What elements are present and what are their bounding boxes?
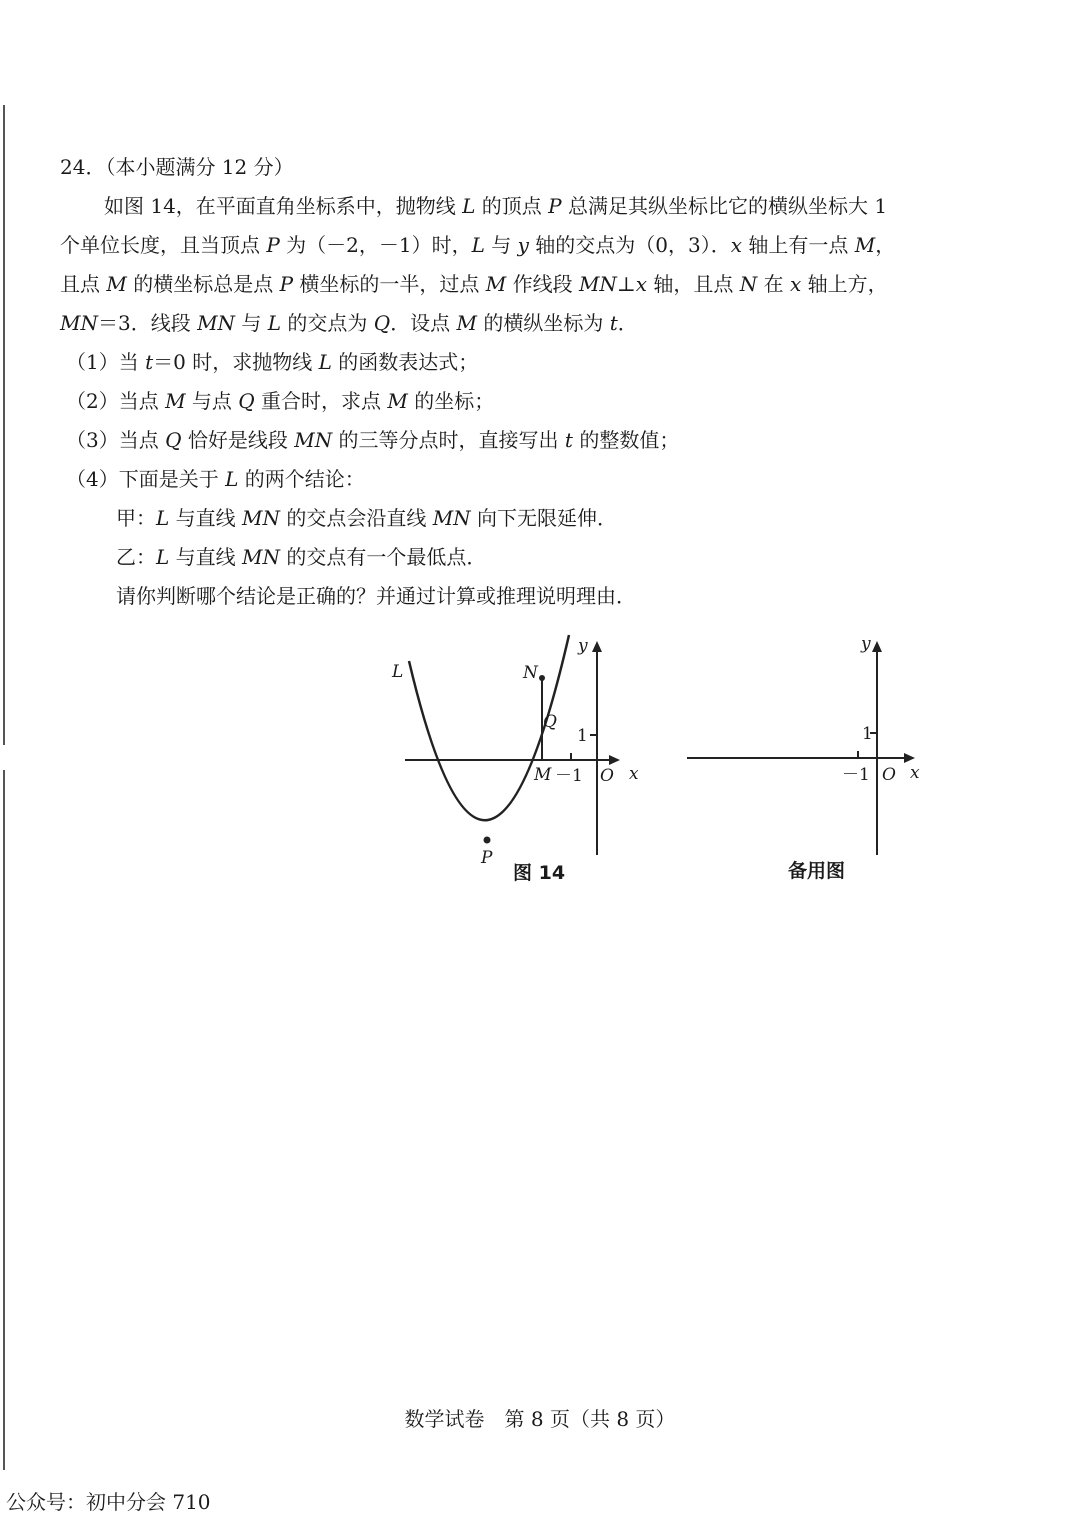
subquestion-2: [66, 388, 494, 414]
sub-text: ＝0 时，求抛物线: [153, 350, 319, 374]
stem-text: 总满足其纵坐标比它的横纵坐标大 1: [561, 194, 888, 218]
sub-text: 重合时，求点: [254, 389, 388, 413]
var-Q: Q: [165, 428, 182, 452]
sub-text: 与点: [185, 389, 239, 413]
concl-text: 乙：: [116, 545, 156, 569]
conclusion-prompt: [116, 583, 636, 609]
var-M: M: [485, 272, 507, 296]
var-N: N: [739, 272, 758, 296]
var-L: L: [267, 311, 282, 335]
backup-y-arrow-icon: [872, 641, 882, 652]
var-Q: Q: [373, 311, 391, 335]
figures-area: [380, 625, 930, 890]
binding-margin-line-top: [3, 105, 5, 745]
backup-figure: [687, 634, 920, 882]
var-L: L: [156, 506, 170, 530]
figure-14-caption: 图 14: [513, 862, 566, 884]
var-M: M: [854, 233, 876, 257]
stem-text: ．: [617, 311, 638, 335]
var-L: L: [471, 233, 485, 257]
subquestion-3: [66, 427, 679, 453]
stem-text: ＝3．线段: [97, 311, 198, 335]
label-one: 1: [577, 726, 588, 746]
sub-text: （2）当点: [66, 389, 166, 413]
stem-text: 在: [757, 272, 790, 296]
stem-text: 为（－2，－1）时，: [279, 233, 472, 257]
label-Q: Q: [543, 712, 557, 732]
subquestion-4: [66, 466, 365, 492]
var-L: L: [225, 467, 239, 491]
label-M: M: [534, 765, 552, 785]
sub-text: 的函数表达式；: [331, 350, 479, 374]
question-header: [60, 154, 294, 180]
var-x: x: [789, 272, 802, 296]
conclusion-yi: [116, 544, 486, 570]
var-MN: MN: [197, 311, 236, 335]
var-MN: MN: [242, 545, 280, 569]
point-N: [539, 675, 545, 681]
var-t: t: [145, 350, 154, 374]
concl-text: 甲：: [116, 506, 156, 530]
stem-text: 的横纵坐标为: [477, 311, 610, 335]
var-y: y: [517, 233, 529, 257]
point-P: [484, 837, 491, 844]
var-MN: MN: [432, 506, 471, 530]
backup-label-y: y: [861, 634, 871, 654]
var-L: L: [318, 350, 332, 374]
label-P: P: [481, 848, 493, 868]
var-P: P: [548, 194, 562, 218]
stem-text: 个单位长度，且当顶点: [60, 233, 267, 257]
var-x: x: [730, 233, 743, 257]
conclusion-jia: [116, 505, 617, 531]
page-footer: 数学试卷 第 8 页（共 8 页）: [404, 1407, 676, 1431]
var-MN: MN: [242, 506, 280, 530]
backup-label-x: x: [910, 763, 920, 783]
backup-x-arrow-icon: [904, 753, 915, 763]
var-x: x: [635, 272, 648, 296]
stem-line-2: [60, 232, 895, 258]
var-M: M: [456, 311, 478, 335]
var-MN: MN: [578, 272, 617, 296]
stem-text: 如图 14，在平面直角坐标系中，抛物线: [104, 194, 463, 218]
figure-14: [391, 635, 639, 884]
stem-text: 轴的交点为（0，3）．: [528, 233, 731, 257]
var-M: M: [387, 389, 408, 413]
stem-line-1: [104, 193, 887, 219]
sub-text: 恰好是线段: [181, 428, 295, 452]
fig14-x-arrow-icon: [609, 755, 620, 765]
backup-label-neg-one: －1: [842, 765, 870, 785]
question-header-text: 24．（本小题满分 12 分）: [60, 155, 294, 179]
stem-text: 且点: [60, 272, 107, 296]
figures-svg: [380, 625, 930, 890]
var-L: L: [462, 194, 476, 218]
stem-text: ．设点: [390, 311, 457, 335]
var-MN: MN: [294, 428, 333, 452]
sub-text: 的两个结论：: [238, 467, 365, 491]
var-t: t: [609, 311, 618, 335]
concl-text: 向下无限延伸．: [470, 506, 618, 530]
fig14-y-arrow-icon: [592, 641, 602, 652]
stem-text: 轴上方，: [801, 272, 888, 296]
var-P: P: [266, 233, 280, 257]
label-O: O: [600, 766, 614, 786]
backup-label-O: O: [882, 765, 896, 785]
var-M: M: [106, 272, 127, 296]
var-t: t: [564, 428, 573, 452]
stem-text: 作线段: [506, 272, 579, 296]
stem-text: 的交点为: [281, 311, 374, 335]
sub-text: （1）当: [66, 350, 146, 374]
var-Q: Q: [238, 389, 255, 413]
perp-symbol: ⊥: [616, 272, 636, 296]
sub-text: （4）下面是关于: [66, 467, 226, 491]
var-MN: MN: [60, 311, 98, 335]
label-x: x: [629, 764, 639, 784]
watermark-text: 公众号：初中分会 710: [6, 1490, 211, 1514]
var-P: P: [279, 272, 294, 296]
stem-line-3: [60, 271, 888, 297]
concl-text: 与直线: [169, 545, 242, 569]
stem-text: 的顶点: [475, 194, 549, 218]
label-y: y: [578, 636, 588, 656]
sub-text: （3）当点: [66, 428, 166, 452]
concl-text: 的交点会沿直线: [279, 506, 433, 530]
stem-text: ，: [875, 233, 896, 257]
sub-text: 的坐标；: [407, 389, 495, 413]
stem-text: 与: [484, 233, 518, 257]
stem-text: 横坐标的一半，过点: [293, 272, 486, 296]
concl-text: 的交点有一个最低点．: [279, 545, 487, 569]
label-N: N: [523, 663, 538, 683]
sub-text: 的整数值；: [572, 428, 680, 452]
concl-text: 请你判断哪个结论是正确的？并通过计算或推理说明理由．: [116, 584, 636, 608]
var-L: L: [156, 545, 170, 569]
var-M: M: [165, 389, 186, 413]
concl-text: 与直线: [169, 506, 242, 530]
binding-margin-line-bottom: [3, 770, 5, 1470]
backup-label-one: 1: [862, 724, 873, 744]
stem-text: 轴，且点: [647, 272, 740, 296]
stem-line-4: [60, 310, 638, 336]
sub-text: 的三等分点时，直接写出: [332, 428, 565, 452]
backup-figure-caption: 备用图: [788, 860, 846, 882]
stem-text: 与: [235, 311, 268, 335]
label-neg-one: －1: [555, 766, 583, 786]
label-L: L: [392, 662, 404, 682]
stem-text: 轴上有一点: [742, 233, 855, 257]
stem-text: 的横坐标总是点: [126, 272, 280, 296]
subquestion-1: [66, 349, 478, 375]
